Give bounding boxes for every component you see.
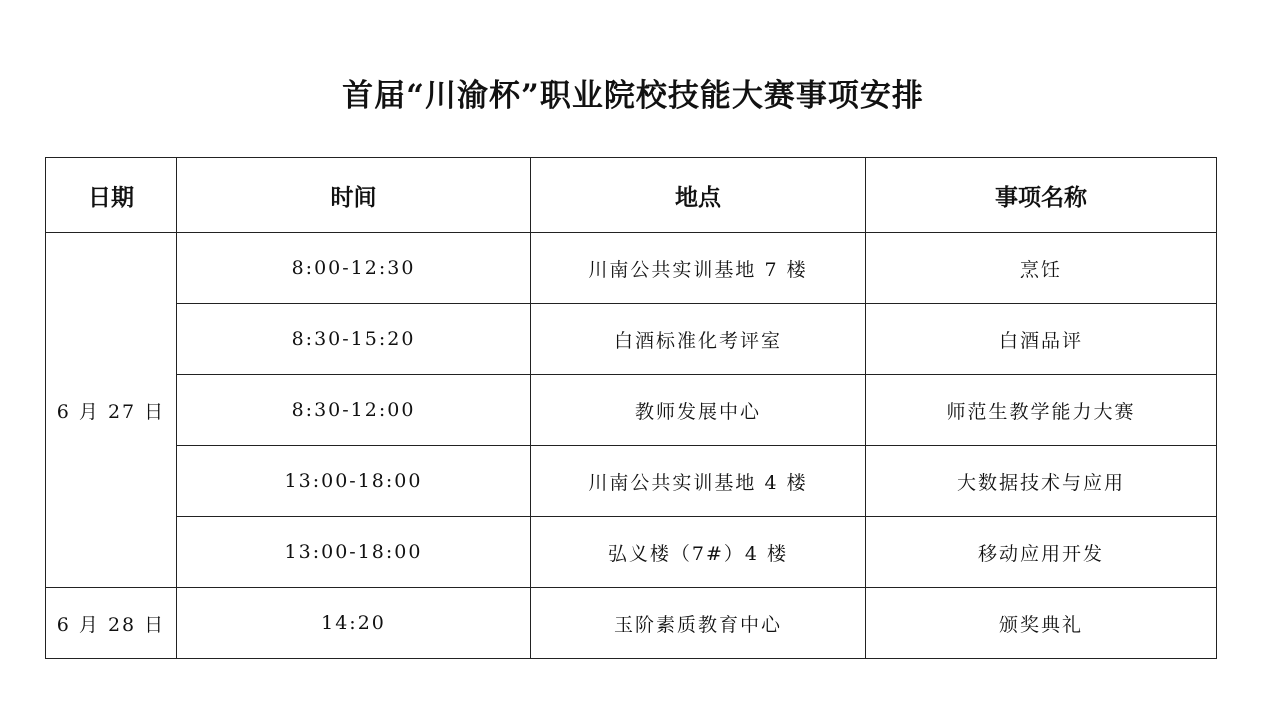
page-title: 首届“川渝杯”职业院校技能大赛事项安排 xyxy=(342,78,924,114)
time-cell: 8:00-12:30 xyxy=(177,233,531,304)
event-cell: 移动应用开发 xyxy=(866,517,1217,588)
header-date: 日期 xyxy=(46,158,177,233)
header-row xyxy=(46,158,1217,233)
table-row xyxy=(46,588,1217,659)
header-time: 时间 xyxy=(177,158,531,233)
date-cell: 6 月 27 日 xyxy=(46,233,177,588)
table-row xyxy=(46,517,1217,588)
header-event: 事项名称 xyxy=(866,158,1217,233)
event-cell: 师范生教学能力大赛 xyxy=(866,375,1217,446)
place-cell: 白酒标准化考评室 xyxy=(531,304,866,375)
event-cell: 白酒品评 xyxy=(866,304,1217,375)
event-cell: 颁奖典礼 xyxy=(866,588,1217,659)
place-cell: 弘义楼（7#）4 楼 xyxy=(531,517,866,588)
table-row xyxy=(46,446,1217,517)
time-cell: 14:20 xyxy=(177,588,531,659)
place-cell: 川南公共实训基地 7 楼 xyxy=(531,233,866,304)
event-cell: 烹饪 xyxy=(866,233,1217,304)
table-row xyxy=(46,233,1217,304)
table-row xyxy=(46,375,1217,446)
place-cell: 玉阶素质教育中心 xyxy=(531,588,866,659)
event-cell: 大数据技术与应用 xyxy=(866,446,1217,517)
header-place: 地点 xyxy=(531,158,866,233)
time-cell: 13:00-18:00 xyxy=(177,446,531,517)
place-cell: 教师发展中心 xyxy=(531,375,866,446)
time-cell: 13:00-18:00 xyxy=(177,517,531,588)
schedule-table xyxy=(45,157,1217,659)
table-row xyxy=(46,304,1217,375)
place-cell: 川南公共实训基地 4 楼 xyxy=(531,446,866,517)
time-cell: 8:30-15:20 xyxy=(177,304,531,375)
date-cell: 6 月 28 日 xyxy=(46,588,177,659)
time-cell: 8:30-12:00 xyxy=(177,375,531,446)
